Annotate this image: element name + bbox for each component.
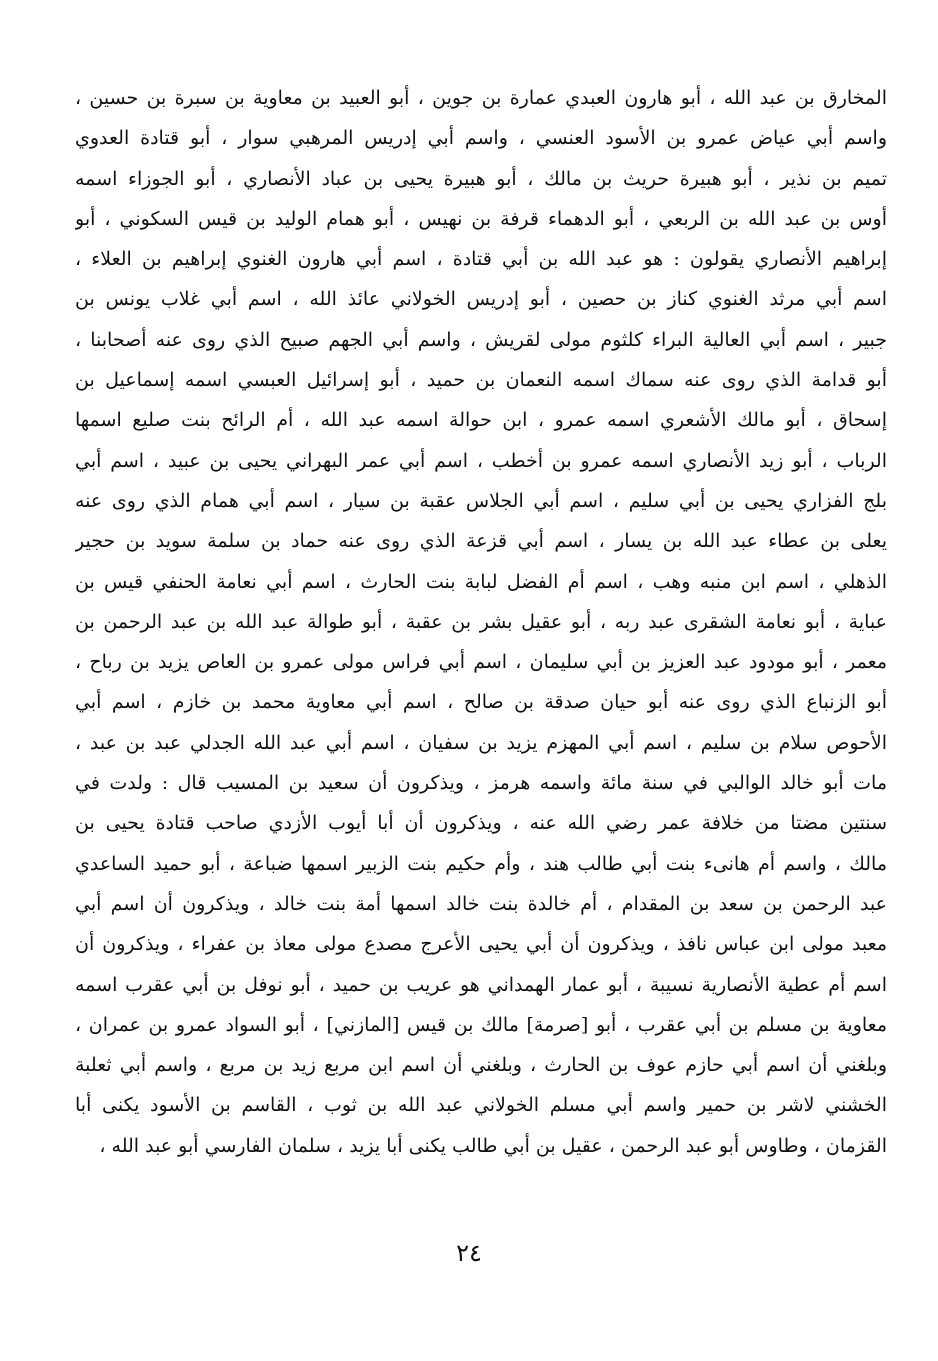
body-text — [75, 78, 887, 1166]
text-line: وبلغني أن اسم أبي حازم عوف بن الحارث ، وبلغني أن اسم ابن مربع زيد بن مربع ، واسم أبي ثعلبة — [75, 1054, 887, 1077]
text-line: واسم أبي عياض عمرو بن الأسود العنسي ، واسم أبي إدريس المرهبي سوار ، أبو قتادة العدوي — [75, 127, 887, 150]
page-number: ٢٤ — [456, 1239, 482, 1267]
text-line: أبو قدامة الذي روى عنه سماك اسمه النعمان بن حميد ، أبو إسرائيل العبسي اسمه إسماعيل بن — [75, 369, 887, 392]
text-line: سنتين مضتا من خلافة عمر رضي الله عنه ، ويذكرون أن أبا أيوب الأزدي صاحب قتادة يحيى بن — [75, 812, 887, 835]
text-line: عبد الرحمن بن سعد بن المقدام ، أم خالدة بنت خالد اسمها أمة بنت خالد ، ويذكرون أن اسم أبي — [75, 892, 887, 915]
text-line: معمر ، أبو مودود عبد العزيز بن أبي سليمان ، اسم أبي فراس مولى عمرو بن العاص يزيد بن رباح ، — [75, 651, 887, 674]
text-line: المخارق بن عبد الله ، أبو هارون العبدي عمارة بن جوين ، أبو العبيد بن معاوية بن سبرة بن حسين ، — [75, 87, 887, 109]
text-line: إبراهيم الأنصاري يقولون : هو عبد الله بن أبي قتادة ، اسم أبي هارون الغنوي إبراهيم بن العلاء ، — [75, 248, 887, 271]
text-line: معبد مولى ابن عباس نافذ ، ويذكرون أن أبي يحيى الأعرج مصدع مولى معاذ بن عفراء ، ويذكرون أن — [75, 933, 887, 956]
text-line: يعلى بن عطاء عبد الله بن يسار ، اسم أبي قزعة الذي روى عنه حماد بن سلمة سويد بن حجير — [75, 530, 887, 553]
text-line: أوس بن عبد الله بن الربعي ، أبو الدهماء قرفة بن نهيس ، أبو همام الوليد بن قيس السكوني ، أبو — [75, 207, 887, 230]
text-line: الأحوص سلام بن سليم ، اسم أبي المهزم يزيد بن سفيان ، اسم أبي عبد الله الجدلي عبد بن عبد ، — [75, 731, 887, 754]
text-line: الذهلي ، اسم ابن منبه وهب ، اسم أم الفضل لبابة بنت الحارث ، اسم أبي نعامة الحنفي قيس بن — [75, 570, 887, 593]
text-line: الخشني لاشر بن حمير واسم أبي مسلم الخولاني عبد الله بن ثوب ، القاسم بن الأسود يكنى أبا — [75, 1094, 887, 1117]
text-line: بلج الفزاري يحيى بن أبي سليم ، اسم أبي الجلاس عقبة بن سيار ، اسم أبي همام الذي روى عنه — [75, 489, 887, 512]
text-line: أبو الزنباع الذي روى عنه أبو حيان صدقة بن صالح ، اسم أبي معاوية محمد بن خازم ، اسم أبي — [75, 691, 887, 714]
text-line: إسحاق ، أبو مالك الأشعري اسمه عمرو ، ابن حوالة اسمه عبد الله ، أم الرائح بنت صليع اسمها — [75, 409, 887, 432]
text-line: اسم أبي مرثد الغنوي كناز بن حصين ، أبو إدريس الخولاني عائذ الله ، اسم أبي غلاب يونس بن — [75, 288, 887, 311]
text-line: معاوية بن مسلم بن أبي عقرب ، أبو [صرمة] مالك بن قيس [المازني] ، أبو السواد عمرو بن عمران ، — [75, 1013, 887, 1036]
text-line: مالك ، واسم أم هانىء بنت أبي طالب هند ، وأم حكيم بنت الزبير اسمها ضباعة ، أبو حميد الساعدي — [75, 852, 887, 875]
text-line: الرباب ، أبو زيد الأنصاري اسمه عمرو بن أخطب ، اسم أبي عمر البهراني يحيى بن عبيد ، اسم أبي — [75, 449, 887, 472]
text-line: اسم أم عطية الأنصارية نسيبة ، أبو عمار الهمداني هو عريب بن حميد ، أبو نوفل بن أبي عقرب اسمه — [75, 973, 887, 996]
text-line: مات أبو خالد الوالبي في سنة مائة واسمه هرمز ، ويذكرون أن سعيد بن المسيب قال : ولدت في — [75, 772, 887, 795]
text-line: جبير ، اسم أبي العالية البراء كلثوم مولى لقريش ، واسم أبي الجهم صبيح الذي روى عنه أصحابنا ، — [75, 328, 887, 351]
text-line: القزمان ، وطاوس أبو عبد الرحمن ، عقيل بن أبي طالب يكنى أبا يزيد ، سلمان الفارسي أبو عبد الله ، — [99, 1134, 887, 1157]
text-line: عباية ، أبو نعامة الشقرى عبد ربه ، أبو عقيل بشر بن عقبة ، أبو طوالة عبد الله بن عبد الرحمن بن — [75, 610, 887, 633]
text-line: تميم بن نذير ، أبو هبيرة حريث بن مالك ، أبو هبيرة يحيى بن عباد الأنصاري ، أبو الجوزاء اسمه — [75, 167, 887, 190]
